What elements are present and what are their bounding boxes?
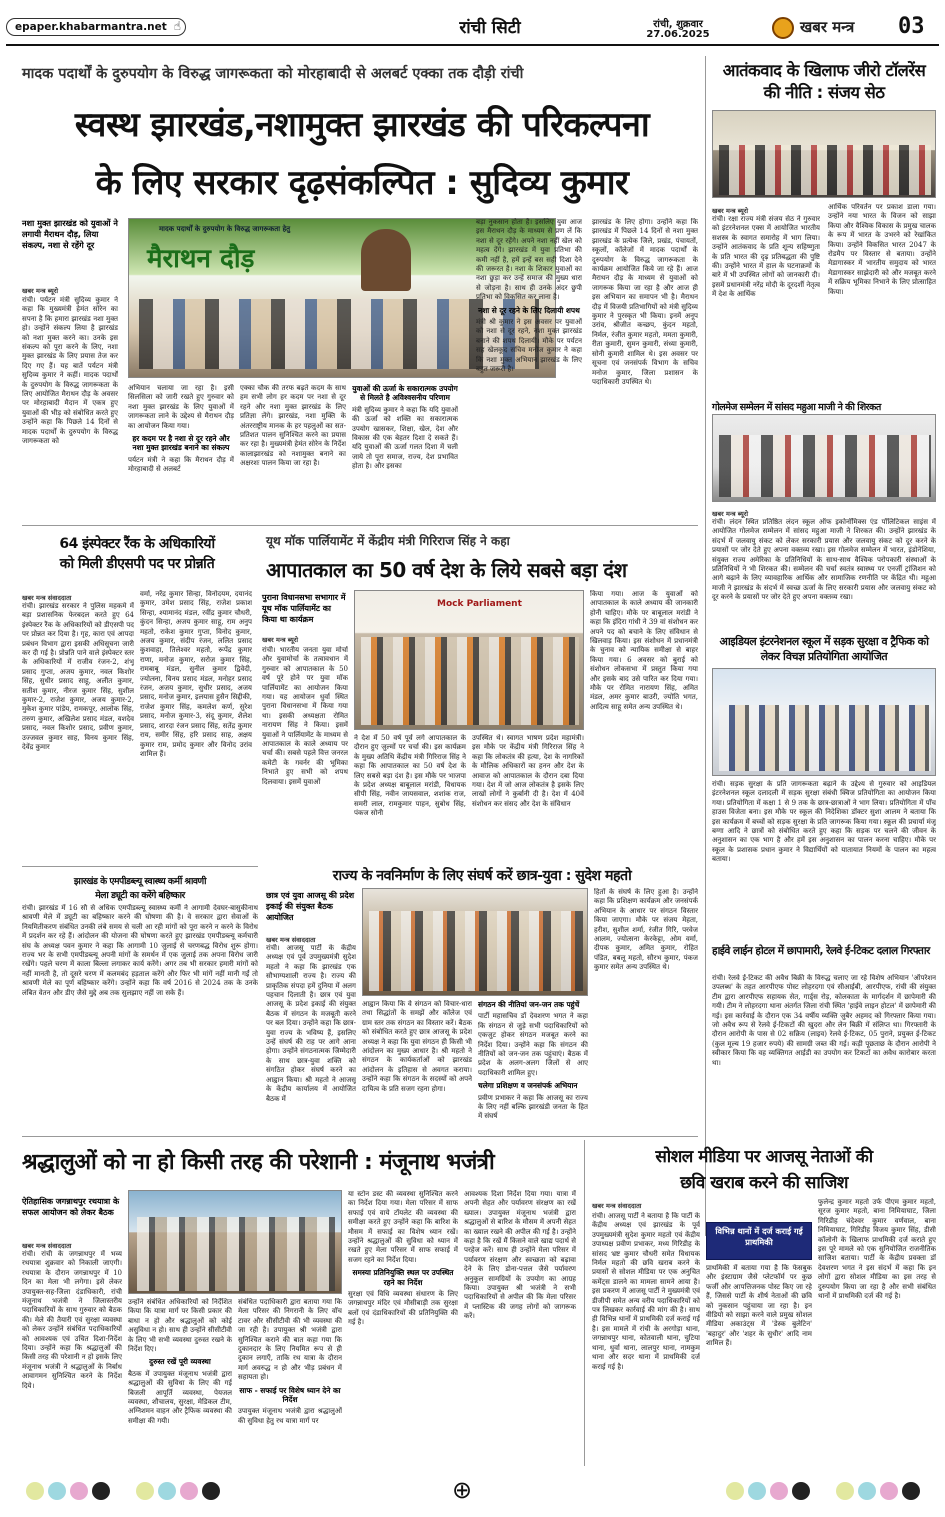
terror-byline: खबर मन्त्र ब्यूरो bbox=[712, 207, 749, 215]
lead-col-5 bbox=[476, 218, 582, 518]
terror-headline: आतंकवाद के खिलाफ जीरो टॉलरेंस की नीति : संजय सेठ bbox=[722, 61, 926, 102]
emergency-col-3 bbox=[472, 734, 584, 860]
lead-col-2-sub: हर कदम पर है नशा से दूर रहने और नशा मुक्त झारखंड बनाने का संकल्प bbox=[132, 434, 230, 453]
emergency-col-4 bbox=[590, 590, 698, 860]
ideal-school-photo bbox=[712, 668, 936, 776]
manjunath-byline: खबर मन्त्र संवाददाता bbox=[22, 1242, 72, 1250]
ideal-school-body bbox=[712, 780, 936, 940]
emergency-col-1-text: रांची। भारतीय जनता युवा मोर्चा और युवामोर्चा के तत्वावधान में गुरुवार को आपातकाल के 50 वर्ष पूरे होने पर युवा मॉक पार्लियामेंट का आयोजन किया गया। यह आयोजन धुर्वा स्थित पुराना विधानसभा में किया गया था। इसकी अध्यक्षता रोमित नारायण सिंह ने किया। इसमें युवाओं ने पार्लियामेंट के माध्यम से आपातकाल के काले अध्याय पर चर्चा की। सबसे पहले वित्त जनरल कमेटी के गवर्नर की भूमिका निभाते हुए सभी को शपथ दिलवाया। इसमें युवाओं bbox=[262, 646, 348, 786]
masthead-rule bbox=[6, 44, 939, 46]
terror-col-2 bbox=[828, 203, 936, 395]
manjunath-col-2 bbox=[128, 1298, 232, 1464]
manjunath-photo bbox=[128, 1190, 342, 1294]
divider-social bbox=[584, 1140, 585, 1466]
cursor-icon: ☝ bbox=[173, 19, 181, 33]
manjunath-col-2-text: उन्होंने संबंधित अधिकारियों को निर्देशित किया कि यात्रा मार्ग पर किसी प्रकार की बाधा न हो और श्रद्धालुओं को कोई असुविधा न हो। साथ ही उन्होंने सीसीटीवी के लिए भी सभी व्यवस्था दुरुस्त रखने के निर्देश दिए। bbox=[128, 1298, 232, 1354]
reg-dot-14 bbox=[858, 1482, 876, 1500]
ideal-school-photo-students bbox=[719, 705, 931, 771]
emergency-col-3-text: उपस्थित थे। स्वागत भाषण प्रदेश महामंत्री। इस मौके पर केंद्रीय मंत्री गिरिराज सिंह ने कहा कि लोकतंत्र की हत्या, देश के नागरिकों के मौलिक अधिकारों का हनन और देश के आवाज को आपातकाल के दौरान दबा दिया गया। देश में जो आज लोकतंत्र है इसके लिए लाखों लोगों ने कुर्बानी दी है। देश में 40वें संशोधन कर संसद और देश के संविधान bbox=[472, 734, 584, 808]
emergency-headline: आपातकाल का 50 वर्ष देश के लिये सबसे बड़ा दंश bbox=[266, 558, 627, 582]
emergency-col-4-text: किया गया। आज के युवाओं को आपातकाल के काले अध्याय की जानकारी होनी चाहिए। मौके पर बाबूलाल मरांडी ने कहा कि इंदिरा गांधी ने 39 वां संशोधन कर अपने पद को बचाने के लिए संविधान से खिलवाड़ किया। इस संशोधन में प्रधानमंत्री के चुनाव को न्यायिक समीक्षा से बाहर किया गया। 6 अवसर को बुराई को संशोधन लोकसभा में प्रस्तुत किया गया और इसके बाद उसे पारित कर दिया गया। मौके पर रोमित नारायण सिंह, अमित मंडल, अमर कुमार बाउरी, ज्योति भगत, आदित्य साहू समेत अन्य उपस्थित थे। bbox=[590, 590, 698, 711]
social-col-2 bbox=[706, 1264, 812, 1464]
social-headline-2: छवि खराब करने की साजिश bbox=[680, 1173, 848, 1193]
emergency-photo bbox=[354, 590, 584, 730]
ideal-school-body-text: रांची। सड़क सुरक्षा के प्रति जागरूकता बढ़ाने के उद्देश्य से गुरुवार को आइडियल इंटरनेशनल स्कूल दलादली में सड़क सुरक्षा संबंधी क्विज प्रतियोगिता का आयोजन किया गया। प्रतियोगिता में कक्षा 1 से 9 तक के छात्र-छात्राओं ने भाग लिया। प्रतियोगिता में पाँच हाउस विजेता बना। इस मौके पर स्कूल की निदेशिका डॉक्टर सुशा आलम ने बताया कि इस कार्यक्रम में बच्चों को सड़क सुरक्षा के प्रति जागरूक किया गया। स्कूल की प्रचार्या मंजू बग्गा आदि ने छात्रों को संबोधित करते हुए कहा कि सड़क पर चलने की जीवन के अनुशासन का एक भाग है और हमें इस अनुशासन का पालन करना चाहिए। मौके पर स्कूल के प्रशासक प्रधान कुमार ने विद्यार्थियों को यातायात नियमों के पालन का महत्व बताया। bbox=[712, 780, 936, 864]
emp-headline-2: मेला ड्यूटी का करेंगे बहिष्कार bbox=[95, 890, 185, 901]
brand-name: खबर मन्त्र bbox=[800, 18, 855, 36]
golmez-byline: खबर मन्त्र ब्यूरो bbox=[712, 510, 749, 518]
terror-col-1 bbox=[712, 215, 820, 395]
lead-col-1-text: रांची। पर्यटन मंत्री सुदिव्य कुमार ने कहा कि मुख्यमंत्री हेमंत सोरेन का सपना है कि हमारा झारखंड नशा मुक्त हो। उन्होंने संकल्प लिया है झारखंड को नशा मुक्त करने का। उनके इस संकल्प को पूरा करने के लिए, नशा मुक्त झारखंड के लिए प्रयास तेज कर दिए गए हैं। यह बातें पर्यटन मंत्री सुदिव्य कुमार ने कहीं। मादक पदार्थों के दुरुपयोग के विरुद्ध जागरूकता के लिए आयोजित मैराथन दौड़ के अवसर पर मोरहाबादी मैदान में एकत्र हुए युवाओं की भीड़ को संबोधित करते हुए उन्होंने कहा कि पिछले 14 दिनों से मादक पदार्थों के दुरुपयोग के विरुद्ध जागरूकता को bbox=[22, 296, 118, 446]
social-col-1 bbox=[592, 1212, 700, 1464]
reg-dot-5 bbox=[136, 1482, 154, 1500]
lead-col-5-text: बड़ा नुकसान होता है। इसलिए युवा आज इस मैराथन दौड़ के माध्यम से प्रण लें कि नशा से दूर रहेंगे। अपने नशा नहीं खेल को महत्व देंगे। झारखंड में युवा प्रतिभा की कमी नहीं है, हमें इन्हें बस सही दिशा देने की जरूरत है। नशा के शिकार युवाओं का नशा छुड़ा कर उन्हें समाज की मुख्य धारा से जोड़ना है। साथ ही उनके अंदर छुपी प्रतिभा को विकसित कर लाना है। bbox=[476, 218, 582, 302]
sudesh-byline: खबर मन्त्र संवाददाता bbox=[266, 936, 316, 944]
manjunath-col-1-text: रांची। रांची के जगन्नाथपुर में भव्य रथयात्रा शुक्रवार को निकाली जाएगी। रथयात्रा के दौरान जगन्नाथपुर में 10 दिन का मेला भी लगेगा। इसे लेकर उपायुक्त-सह-जिला दंडाधिकारी, रांची मंजूनाथ भजंत्री ने जिलास्तरीय पदाधिकारियों के साथ गुरुवार को बैठक की। मेले की तैयारी एवं सुरक्षा व्यवस्था को लेकर उन्होंने संबंधित पदाधिकारियों को आवश्यक एवं उचित दिशा-निर्देश दिया। उन्होंने कहा कि श्रद्धालुओं की किसी तरह की परेशानी न हो इसके लिए मंजूनाथ भजंत्री ने श्रद्धालुओं के निर्बाध आवागमन सुनिश्चित करने के निर्देश दिये। bbox=[22, 1250, 122, 1390]
lead-col-6-text: झारखंड के लिए होगा। उन्होंने कहा कि झारखंड में पिछले 14 दिनों से नशा मुक्त झारखंड के प्रत्येक जिले, प्रखंड, पंचायतों, स्कूलों, कॉलेजों में मादक पदार्थों के दुरुपयोग के विरुद्ध जागरूकता के कार्यक्रम आयोजित किये जा रहे हैं। आज मैराथन दौड़ के माध्यम से युवाओं को जागरूक किया जा रहा है और आज ही इस अभियान का समापन भी है। मैराथन दौड़ में विजयी प्रतिभागियों को मंत्री सुदिव्य कुमार ने पुरस्कृत भी किया। इनमें अनूप उरांव, श्रीजीत कच्छप, कुंदन महतो, निर्मल, रंजीत कुमार महतो, ममता कुमारी, रीता कुमारी, सुमन कुमारी, संध्या कुमारी, सोनी कुमारी शामिल थे। इस अवसर पर सूचना एवं जनसंपर्क विभाग के सचिव मनोज कुमार, जिला प्रशासन के पदाधिकारी उपस्थित थे। bbox=[592, 218, 698, 386]
lead-col-3 bbox=[240, 384, 346, 518]
social-col-3-text: फुलेन्द्र कुमार महतो उर्फ पीएम कुमार महतो, सूरज कुमार महतो, बाना निमियाघाट, जिला गिरिडीह चंदेश्वर कुमार वर्णवाल, बाना निमियाघाट, गिरिडीह विजय कुमार सिंह, डीसी कॉलोनी के खिलाफ प्राथमिकी दर्ज कराते हुए इस पूरे मामले को एक सुनियोजित राजनीतिक साजिश बताया। पार्टी के केंद्रीय प्रवक्ता डॉ देवशरण भगत ने इस संदर्भ में कहा कि इन लोगों द्वारा सोशल मीडिया का इस तरह से दुरुपयोग किया जा रहा है और सभी संबंधित थानों में प्राथमिकी दर्ज की गई है। bbox=[818, 1198, 936, 1301]
emergency-byline: खबर मन्त्र ब्यूरो bbox=[262, 636, 299, 644]
ideal-school-headline: आइडियल इंटरनेशनल स्कूल में सड़क सुरक्षा व ट्रैफिक को लेकर विचज्ञ प्रतियोगिता आयोजित bbox=[719, 635, 929, 663]
dateline-city: रांची, शुक्रवार bbox=[653, 19, 703, 30]
divider-right-column bbox=[705, 56, 706, 1236]
photo-banner-title: मैराथन दौड़ bbox=[147, 244, 255, 274]
golmez-photo-people bbox=[719, 435, 931, 497]
dsp-headline-2: को मिली डीएसपी पद पर प्रोन्नति bbox=[59, 556, 215, 572]
terror-col-2-text: आर्थिक परिवर्तन पर प्रकाश डाला गया। उन्होंने नया भारत के विजन को साझा किया और वैश्विक विकास के प्रमुख चालक के रूप में भारत के उभरने को रेखांकित किया। उन्होंने विकसित भारत 2047 के रोडमैप पर विस्तार से बताया। उन्होंने मेडागास्कर में भारतीय समुदाय को भारत मेडागास्कर साझेदारी को और मजबूत करने में सक्रिय भूमिका निभाने के लिए प्रोत्साहित किया। bbox=[828, 203, 936, 296]
sudesh-caption-sub: संगठन की नीतियां जन-जन तक पहुंचें bbox=[478, 1000, 580, 1009]
reg-dot-15 bbox=[880, 1482, 898, 1500]
sudesh-photo bbox=[362, 888, 588, 996]
section-label: रांची सिटी bbox=[459, 18, 521, 38]
social-col-3 bbox=[818, 1198, 936, 1464]
footer-register-marks bbox=[0, 1470, 945, 1517]
reg-dot-16 bbox=[902, 1482, 920, 1500]
manjunath-col-4-sub: समस्या प्रतिनियुक्ति स्थल पर उपस्थित रहने का निर्देश bbox=[352, 1268, 454, 1287]
reg-dot-10 bbox=[748, 1482, 766, 1500]
manjunath-col-5-text: आवश्यक दिशा निर्देश दिया गया। यात्रा में अपनी सेहत और पर्यावरण संरक्षण का रखें ख्याल। उपायुक्त मंजूनाथ भजंत्री द्वारा श्रद्धालुओं से बारिश के मौसम में अपनी सेहत का ख्याल रखने की अपील की गई है। उन्होंने कहा है कि रखें मैं किसने वाले खाद्य पदार्थ से परहेज करें। साथ ही उन्होंने मेला परिसर में पर्यावरण संरक्षण और स्वच्छता को बढ़ावा देने के लिए डोना-पत्तल जैसे पर्यावरण अनुकूल सामग्रियों के उपयोग का आग्रह किया। उपायुक्त श्री भजंत्री ने सभी पदाधिकारियों से अपील की कि मेला परिसर में प्लास्टिक की जगह लोगों को जागरूक करें। bbox=[464, 1190, 576, 1321]
terror-col-1-text: रांची। रक्षा राज्य मंत्री संजय सेठ ने गुरुवार को इंटरनेशनल एक्स में आयोजित भारतीय सशस्त्र के स्वागत समारोह में भाग लिया। उन्होंने आतंकवाद के प्रति शून्य सहिष्णुता के प्रति भारत की दृढ़ प्रतिबद्धता की पुष्टि की। उन्होंने भारत में हाल के घटनाक्रमों के बारे में भी उपस्थित लोगों को जानकारी दी। इसमें प्रधानमंत्री नरेंद्र मोदी के दूरदर्शी नेतृत्व में देश के आर्थिक bbox=[712, 215, 820, 299]
dsp-col-1-text: रांची। झारखंड सरकार ने पुलिस महकमे में बड़ा प्रशासनिक फेरबदल करते हुए 64 इंस्पेक्टर रैंक के अधिकारियों को डीएसपी पद पर प्रोन्नत कर दिया है। गृह, कारा एवं आपदा प्रबंधन विभाग द्वारा इसकी अधिसूचना जारी कर दी गई है। प्रोन्नति पाने वाले इंस्पेक्टर स्तर के अधिकारियों में राजीव रंजन-2, शंभू प्रसाद गुप्ता, अजय कुमार, नवल किशोर सिंह, सुधीर प्रसाद साहू, अलीत कुमार, सतीश कुमार, नीरज कुमार सिंह, सुशील कुमार-2, राजेश कुमार, अजय कुमार-2, मुकेश कुमार पांडेय, रामकपूर, आलोक सिंह, तरुण कुमार, अखिलेश प्रसाद मंडल, वशदेव प्रसाद, नवल किशोर प्रसाद, प्रवीण कुमार, उज्जवल कुमार साह, विनय कुमार सिंह, देवेंद्र कुमार bbox=[22, 602, 134, 752]
golmez-headline: गोलमेज सम्मेलन में सांसद महुआ माजी ने की शिरकत bbox=[712, 402, 881, 413]
lead-col-3-text: एक्का चौक की तरफ बढ़ते कदम के साथ हम सभी लोग हर कदम पर नशा से दूर रहने और नशा मुक्त झारखंड के लिए प्रतिज्ञा लेंगे। झारखंड, नशा मुक्ति के अंतरराष्ट्रीय मानक के हर पहलुओं का सत-प्रतिशत पालन सुनिश्चित करने का प्रयास कर रहा है। मुख्यमंत्री हेमंत सोरेन के निर्देश कालाझारखंड को नशामुक्त बनाने का अक्षरशः पालन किया जा रहा है। bbox=[240, 384, 346, 468]
lead-col-2-text-b: पर्यटन मंत्री ने कहा कि मैराथन दौड़ में मोरहाबादी से अलबर्ट bbox=[128, 455, 234, 474]
brand-logo-icon bbox=[772, 17, 794, 39]
reg-dot-13 bbox=[836, 1482, 854, 1500]
social-box-text: विभिन्न थानों में दर्ज कराई गई प्राथमिकी bbox=[715, 1226, 803, 1247]
manjunath-col-3 bbox=[238, 1298, 342, 1464]
emergency-sub: पुराना विधानसभा सभागार में यूथ मॉक पार्लियामेंट का किया था कार्यक्रम bbox=[262, 593, 346, 624]
social-box bbox=[706, 1222, 812, 1260]
lead-col-5-sub: नशा से दूर रहने के लिए दिलायी शपथ bbox=[478, 305, 580, 315]
sudesh-col-3-text-b: प्रवीण प्रभाकर ने कहा कि आजसू का राज्य के लिए नहीं बल्कि झारखंडी जनता के हित में संघर्ष bbox=[478, 1093, 588, 1121]
manjunath-col-3-sub: साफ - सफाई पर विशेष ध्यान देने का निर्देश bbox=[239, 1385, 341, 1405]
social-col-2-text: प्राथमिकी में बताया गया है कि फेसबुक और इंस्टाग्राम जैसे प्लेटफॉर्म पर कुछ फर्जी और आपत्तिजनक पोस्ट किए जा रहे हैं, जिससे पार्टी के शीर्ष नेताओं की छवि को नुकसान पहुंचाया जा रहा है। इन वीडियो को साझा करने वाले प्रमुख सोशल मीडिया अकाउंट्स में 'डेस्क बुलेटिन' 'बहादुर' और 'शहर के सुधीर' आदि नाम शामिल हैं। bbox=[706, 1264, 812, 1348]
golmez-photo bbox=[712, 414, 936, 502]
photo-portrait bbox=[361, 229, 411, 291]
sudesh-headline: राज्य के नवनिर्माण के लिए संघर्ष करें छात्र-युवा : सुदेश महतो bbox=[332, 868, 632, 884]
manjunath-photo-people bbox=[137, 1217, 335, 1291]
terror-photo bbox=[712, 110, 936, 198]
lead-highlight: नशा मुक्त झारखंड को युवाओं ने लगायी मैराथन दौड़, लिया संकल्प, नशा से रहेंगे दूर bbox=[22, 218, 118, 250]
manjunath-col-4-text: या स्टोन डस्ट की व्यवस्था सुनिश्चित करने का निर्देश दिया गया। मेला परिसर में साफ सफाई एवं वाये टॉयलेट की व्यवस्था की समीक्षा करते हुए उन्होंने कहा कि बारिश के मौसम में सफाई का विशेष ध्यान रखें। उन्होंने श्रद्धालुओं की सुविधा को ध्यान में रखते हुए मेला परिसर में साफ सफाई में सजग रहने का निर्देश दिया। bbox=[348, 1190, 458, 1264]
highline-headline: हाईवे लाईन होटल में छापामारी, रेलवे ई-टिकट दलाल गिरफ्तार bbox=[712, 945, 930, 957]
url-pill[interactable] bbox=[6, 18, 186, 36]
lead-col-4-sub: युवाओं की ऊर्जा के सकारात्मक उपयोग से मिलते है अविश्वसनीय परिणाम bbox=[352, 384, 458, 403]
lead-col-4-text: मंत्री सुदिव्य कुमार ने कहा कि यदि युवाओं की ऊर्जा को शक्ति का सकारात्मक उपयोग खासकर, शिक्षा, खेल, देश और विकास की एक बेहतर दिशा दे सकते हैं। यदि युवाओं की ऊर्जा गलत दिशा में चली जाये तो पूरा समाज, राज्य, देश प्रभावित होता है। और इसका bbox=[352, 405, 458, 471]
emergency-col-1 bbox=[262, 646, 348, 860]
lead-kicker: मादक पदार्थों के दुरुपयोग के विरुद्ध जागरूकता को मोरहाबादी से अलबर्ट एक्का तक दौड़ी रांची bbox=[22, 66, 524, 82]
sudesh-col-4 bbox=[594, 888, 698, 1130]
dsp-col-1 bbox=[22, 602, 134, 860]
manjunath-col-5 bbox=[464, 1190, 576, 1464]
emergency-photo-banner: Mock Parliament bbox=[437, 599, 522, 609]
emergency-kicker: यूथ मॉक पार्लियामेंट में केंद्रीय मंत्री गिरिराज सिंह ने कहा bbox=[266, 534, 510, 548]
dsp-col-2 bbox=[140, 590, 252, 860]
divider-dsp bbox=[22, 525, 698, 526]
divider-emp bbox=[22, 866, 258, 867]
lead-headline-2: के लिए सरकार दृढ़संकल्पित : सुदिव्य कुमार bbox=[95, 163, 629, 203]
lead-col-2-text: अभियान चलाया जा रहा है। इसी सिलसिला को जारी रखते हुए गुरुवार को नशा मुक्त झारखंड के लिए युवाओं में जागरूकता लाने के उद्देश्य से मैराथन दौड़ का आयोजन किया गया। bbox=[128, 384, 234, 430]
masthead bbox=[0, 0, 945, 48]
lead-col-2 bbox=[128, 384, 234, 518]
lead-headline-1: स्वस्थ झारखंड,नशामुक्त झारखंड की परिकल्पना bbox=[74, 105, 650, 145]
divider-manjunath bbox=[22, 1136, 698, 1137]
manjunath-col-2-text-b: बैठक में उपायुक्त मंजूनाथ भजंत्री द्वारा श्रद्धालुओं की सुविधा के लिए की गई बिजली आपूर्ति व्यवस्था, पेयजल व्यवस्था, शौचालय, सुरक्षा, मेडिकल टीम, अग्निशमन वाहन और ट्रैफिक व्यवस्था की समीक्षा की गयी। bbox=[128, 1369, 232, 1425]
emergency-col-2-text: ने देश में 50 वर्ष पूर्व लगे आपातकाल के दौरान हुए जुल्मों पर चर्चा की। इस कार्यक्रम के मुख्य अतिथि केंद्रीय मंत्री गिरिराज सिंह ने कहा कि आपातकाल का 50 वर्ष देश के लिए सबसे बड़ा दंश है। इस मौके पर भाजपा के प्रदेश अध्यक्ष बाबूलाल मरांडी, विधायक सीपी सिंह, नवीन जायसवाल, शशांक राज, समरी लाल, रामकुमार पाहन, सुबोध सिंह, पंकज सोनी bbox=[354, 734, 466, 818]
emp-body-text: रांची। झारखंड में 16 सौ से अधिक एमपीडब्ल्यू स्वास्थ्य कर्मी ने आगामी देवघर-बासुकीनाथ श्रावणी मेले में ड्यूटी का बहिष्कार करने की घोषणा की है। वे सरकार द्वारा सेवाओं के नियमितीकरण संबंधित उनकी लंबे समय से चली आ रही मांगों को पूरा करने न करने के विरोध में प्रदर्शन कर रहे हैं। आंदोलन की योजना की घोषणा करते हुए झारखंड एमपीडब्ल्यू कर्मचारी संघ के अध्यक्ष पवन कुमार ने कहा कि आगामी 10 जुलाई से चरणबद्ध विरोध शुरू होगा। राज्य भर के सभी एमपीडब्ल्यू अपनी मांगों के समर्थन में एक जुलाई तक अपना विरोध जारी रखेंगे। पहले चरण में काला बिल्ला लगाकर कार्य करेंगे। अगर तब भी सरकार हमारी मांगों को नहीं मानती है, तो दूसरे चरण में कलमबंद हड़ताल करेंगे और फिर भी मांगें नहीं मानी गईं तो श्रावणी मेले का पूर्ण बहिष्कार करेंगे। उन्होंने कहा कि वर्ष 2016 से 2024 तक के उनके लंबित वेतन और डीए जैसे मुद्दे अब तक सुलझाए नहीं जा सके हैं। bbox=[22, 904, 258, 997]
registration-cross-icon: ⊕ bbox=[452, 1476, 473, 1504]
sudesh-col-4-text: हितों के संघर्ष के लिए हुआ है। उन्होंने कहा कि प्रशिक्षण कार्यक्रम और जनसंपर्क अभियान के आधार पर संगठन विस्तार किया जाएगा। मौके पर संजय मेहता, हरीश, सुशील शर्मा, रंजीत गिरि, परवेज आलम, ज्योत्सना केरकेट्टा, ओम वर्मा, दीपक कुमार, अमित कुमार, रोहित पंडित, बबलू महतो, सौरभ कुमार, पंकज कुमार समेत अन्य उपस्थित थे। bbox=[594, 888, 698, 972]
lead-col-5-text-b: मंत्री श्री कुमार ने इस अवसर पर युवाओं को नशा से दूर रहने, नशा मुक्त झारखंड बनाने की शपथ दिलायी। मौके पर पर्यटन सह खेलकूद सचिव मनोज कुमार ने कहा कि नशा मुक्त अभियान झारखंड के लिए बहुत जरूरी है। bbox=[476, 318, 582, 374]
reg-dot-11 bbox=[770, 1482, 788, 1500]
social-byline: खबर मन्त्र संवाददाता bbox=[592, 1202, 642, 1210]
reg-dot-3 bbox=[70, 1482, 88, 1500]
highline-body bbox=[712, 974, 936, 1234]
reg-dot-6 bbox=[158, 1482, 176, 1500]
reg-dot-2 bbox=[48, 1482, 66, 1500]
dsp-col-2-text: वर्मा, नरेंद्र कुमार सिन्हा, विनोदयम, दयानंद कुमार, उमेश प्रसाद सिंह, राजेश प्रकाश सिन्हा, श्यामानंद मंडल, रवींद्र कुमार चौधरी, कुंदन सिन्हा, अजय कुमार साहू, राम अनुप महतो, राकेश कुमार गुप्ता, विनोद कुमार, अजय कुमार, संदीप रंजन, ललित प्रसाद कुशवाहा, तिलेश्वर महतो, रूपेंद्र कुमार राणा, मनोज कुमार, सरोज कुमार सिंह, रामबाबू मंडल, सुनील कुमार द्विवेदी, ज्योत्स्ना, विनय प्रसाद मंडल, मनोहर प्रसाद रंजन, अजय कुमार, सुधीर प्रसाद, अजय प्रसाद, मनोज कुमार, इलयास हुसैन सिद्दीकी, राजेश कुमार सिंह, कमलेश कर्ण, सुरेश प्रसाद, मनोज कुमार-3, संदू कुमार, शैलेश प्रसाद, शारदा रंजन प्रसाद सिंह, सतेंद्र कुमार राय, समीर सिंह, हरि प्रसाद साह, अक्षय कुमार राम, प्रमोद कुमार और विनोद उरांव शामिल हैं। bbox=[140, 590, 252, 758]
dateline-date: 27.06.2025 bbox=[646, 29, 710, 40]
emp-headline-1: झारखंड के एमपीडब्ल्यू स्वास्थ्य कर्मी श्रावणी bbox=[73, 876, 207, 887]
golmez-body-text: रांची। लंदन स्थित प्रतिष्ठित लंदन स्कूल ऑफ इकोनॉमिक्स एंड पॉलिटिकल साइंस में आयोजित गोलमेज सम्मेलन में सांसद महुआ माजी ने शिरकत की। उन्होंने झारखंड के संदर्भ में जलवायु संकट को लेकर सरकारी प्रयास और जलवायु संकट को दूर करने के प्रयासों पर जोर देते हुए अपना वक्तव्य रखा। इस गोलमेज सम्मेलन में भारत, इंडोनेशिया, संयुक्त राज्य अमेरिका के प्रतिनिधियों के साथ-साथ वैश्विक परोपकारी संस्थाओं के प्रतिनिधियों ने भी शिरकत की। सम्मेलन की चर्चा स्वतंत्र स्वास्थ्य पर एनर्जी ट्रांजिशन को आगे बढ़ाने के लिए व्यावहारिक आर्थिक और सामाजिक रणनीति पर केंद्रित थी। महुआ माजी ने झारखंड के संदर्भ में स्वच्छ ऊर्जा के लिए सरकारी प्रयास और जलवायु संकट को दूर करने के प्रयासों पर जोर देते हुए अपना वक्तव्य रखा। bbox=[712, 518, 936, 602]
page-number: 03 bbox=[898, 14, 925, 39]
sudesh-col-3-sub: चलेगा प्रशिक्षण व जनसंपर्क अभियान bbox=[478, 1081, 578, 1091]
sudesh-col-1-text: रांची। आजसू पार्टी के केंद्रीय अध्यक्ष एवं पूर्व उपमुख्यमंत्री सुदेश महतो ने कहा कि झारखंड एक सौभाग्यशाली राज्य है। राज्य की प्राकृतिक संपदा हमें दुनिया में अलग पहचान दिलाती है। छात्र एवं युवा आजसू के प्रदेश इकाई की संयुक्त बैठक में संगठन के मजबूती करने पर बल दिया। उन्होंने कहा कि छात्र-युवा राज्य के भविष्य हैं, इसलिए उन्हें संघर्ष की राह पर आगे आना होगा। उन्होंने संगठनात्मक जिम्मेदारी के साथ छात्र-युवा शक्ति को संगठित होकर संघर्ष करने का आह्वान किया। श्री महतो ने आजसू के केंद्रीय कार्यालय में आयोजित बैठक में bbox=[266, 944, 356, 1103]
sudesh-col-2 bbox=[362, 1000, 472, 1130]
emergency-col-2 bbox=[354, 734, 466, 860]
emp-body bbox=[22, 904, 258, 1126]
manjunath-col-3-text: संबंधित पदाधिकारी द्वारा बताया गया कि मेला परिसर की निगरानी के लिए वॉच टावर और सीसीटीवी की भी व्यवस्था की जा रही है। उपायुक्त श्री भजंत्री द्वारा सुनिश्चित कराने की बात कहा गया कि दुकानदार के लिए नियमित रूप से ही दुकान लगाएँ, ताकि रथ यात्रा के दौरान मार्ग अवरुद्ध न हो और भीड़ प्रबंधन में सहायता हो। bbox=[238, 1298, 342, 1382]
sudesh-col-3 bbox=[478, 1000, 588, 1130]
manjunath-col-2-sub: दुरुस्त रखें पूरी व्यवस्था bbox=[149, 1357, 211, 1367]
reg-dot-12 bbox=[792, 1482, 810, 1500]
site-url: epaper.khabarmantra.net bbox=[15, 21, 167, 33]
manjunath-headline: श्रद्धालुओं को ना हो किसी तरह की परेशानी : मंजूनाथ भजंत्री bbox=[22, 1150, 495, 1175]
reg-dot-8 bbox=[202, 1482, 220, 1500]
social-col-1-text: रांची। आजसू पार्टी ने बताया है कि पार्टी के केंद्रीय अध्यक्ष एवं झारखंड के पूर्व उपमुख्यमंत्री सुदेश कुमार महतो एवं केंद्रीय उपाध्यक्ष प्रवीण प्रभाकर, मध्य गिरिडीह के सांसद भ्रष्ट कुमार चौधरी समेत विधायक निर्मल महतो की छवि खराब करने के प्रयासों से सोशल मीडिया पर एक अनुचित कमेंट्स डालने का मामला सामने आया है। इस प्रकरण में आजसू पार्टी ने मुख्यमंत्री एवं डीजीपी समेत अन्य वरीय पदाधिकारियों को पत्र लिखकर कार्रवाई की मांग की है। साथ ही विभिन्न थानों में प्राथमिकी दर्ज कराई गई है। इस मामले में रांची के अरगोड़ा थाना, जगन्नाथपुर थाना, कोतवाली थाना, चुटिया थाना, धुर्वा थाना, लालपुर थाना, नामकुम थाना और सदर थाना में प्राथमिकी दर्ज कराई गई है। bbox=[592, 1212, 700, 1371]
lead-col-6 bbox=[592, 218, 698, 518]
sudesh-col-1 bbox=[266, 944, 356, 1130]
manjunath-col-1 bbox=[22, 1250, 122, 1464]
manjunath-col-4 bbox=[348, 1190, 458, 1464]
golmez-body bbox=[712, 518, 936, 630]
photo-banner-caption: मादक पदार्थों के दुरुपयोग के विरुद्ध जागरूकता हेतु bbox=[159, 225, 291, 233]
manjunath-sub: ऐतिहासिक जगन्नाथपुर रथयात्रा के सफल आयोजन को लेकर बैठक bbox=[22, 1197, 120, 1217]
dsp-byline: खबर मन्त्र संवाददाता bbox=[22, 594, 72, 602]
reg-dot-1 bbox=[26, 1482, 44, 1500]
emergency-photo-people bbox=[361, 637, 579, 725]
reg-dot-4 bbox=[92, 1482, 110, 1500]
manjunath-col-4-text-b: सुरक्षा एवं विधि व्यवस्था संधारण के लिए जगन्नाथपुर मंदिर एवं मौसीबाड़ी तक सुरक्षा बलों एवं दंडाधिकारियों की प्रतिनियुक्ति की गई है। bbox=[348, 1290, 458, 1327]
highline-body-text: रांची। रेलवे ई-टिकट की अवैध बिक्री के विरुद्ध चलाए जा रहे विशेष अभियान 'ऑपरेशन उपलब्ध' के तहत आरपीएफ पोस्ट लोहरदगा एवं सीआईबी, आरपीएफ, रांची की संयुक्त टीम द्वारा आरपीएफ सहायक सेत, गार्ड्स रोड़, कोलकाता के मार्गदर्शन में छापेमारी की गयी। टीम ने लोहरदगा थाना अंतर्गत जिला रांची स्थित 'हाईवे लाइन होटल' में छापेमारी की गई। इस कार्रवाई के दौरान एक 34 वर्षीय व्यक्ति जुबैर अहमद को गिरफ्तार किया गया। जो अवैध रूप से रेलवे ई-टिकटों की खुदरा और लेन बिक्री में संलिप्त था। गिरफ्तारी के दौरान आरोपी के पास से 02 सक्रिय (लाइव) रेलवे ई-टिकट, 05 पुराने, प्रयुक्त ई-टिकट (कुल मूल्य 19 हजार रुपये) की सामग्री जब्त की गई। कड़ी पूछताछ के दौरान आरोपी ने स्वीकार किया कि वह व्यक्तिगत आईडी का उपयोग कर टिकटों का अवैध कारोबार करता था। bbox=[712, 974, 936, 1067]
social-headline-1: सोशल मीडिया पर आजसू नेताओं की bbox=[655, 1147, 873, 1167]
sudesh-col-3-text: पार्टी महासचिव डॉ देवशरण भगत ने कहा कि संगठन से जुड़े सभी पदाधिकारियों को एकजुट होकर संगठन मजबूत करने का निर्देश दिया। उन्होंने कहा कि संगठन की नीतियों को जन-जन तक पहुंचाएं। बैठक में प्रदेश के अलग-अलग जिलों से आए पदाधिकारी शामिल हुए। bbox=[478, 1012, 588, 1077]
sudesh-col-2-text: आह्वान किया कि वे संगठन को विचार-धारा तथा सिद्धांतों के समझें और कॉलेज एवं ग्राम स्तर तक संगठन का विस्तार करें। बैठक को संबोधित करते हुए छात्र आजसू के प्रदेश अध्यक्ष ने कहा कि युवा संगठन ही किसी भी आंदोलन का मुख्य आधार है। श्री महतो ने संगठन के कार्यकर्ताओं को झारखंड आंदोलन के इतिहास से अवगत कराया। उन्होंने कहा कि संगठन के सदस्यों को अपने दायित्व के प्रति सजग रहना होगा। bbox=[362, 1000, 472, 1093]
reg-dot-9 bbox=[726, 1482, 744, 1500]
manjunath-col-3-text-b: उपायुक्त मंजूनाथ भजंत्री द्वारा श्रद्धालुओं की सुविधा हेतु रथ यात्रा मार्ग पर bbox=[238, 1407, 342, 1425]
lead-col-4 bbox=[352, 384, 458, 518]
sudesh-sub: छात्र एवं युवा आजसू की प्रदेश इकाई की संयुक्त बैठक आयोजित bbox=[266, 891, 355, 922]
sudesh-photo-people bbox=[369, 911, 583, 991]
terror-photo-people bbox=[719, 145, 931, 195]
lead-col-1 bbox=[22, 296, 118, 516]
reg-dot-7 bbox=[180, 1482, 198, 1500]
lead-byline: खबर मन्त्र ब्यूरो bbox=[22, 287, 59, 295]
dsp-headline-1: 64 इंस्पेक्टर रैंक के अधिकारियों bbox=[59, 536, 215, 552]
